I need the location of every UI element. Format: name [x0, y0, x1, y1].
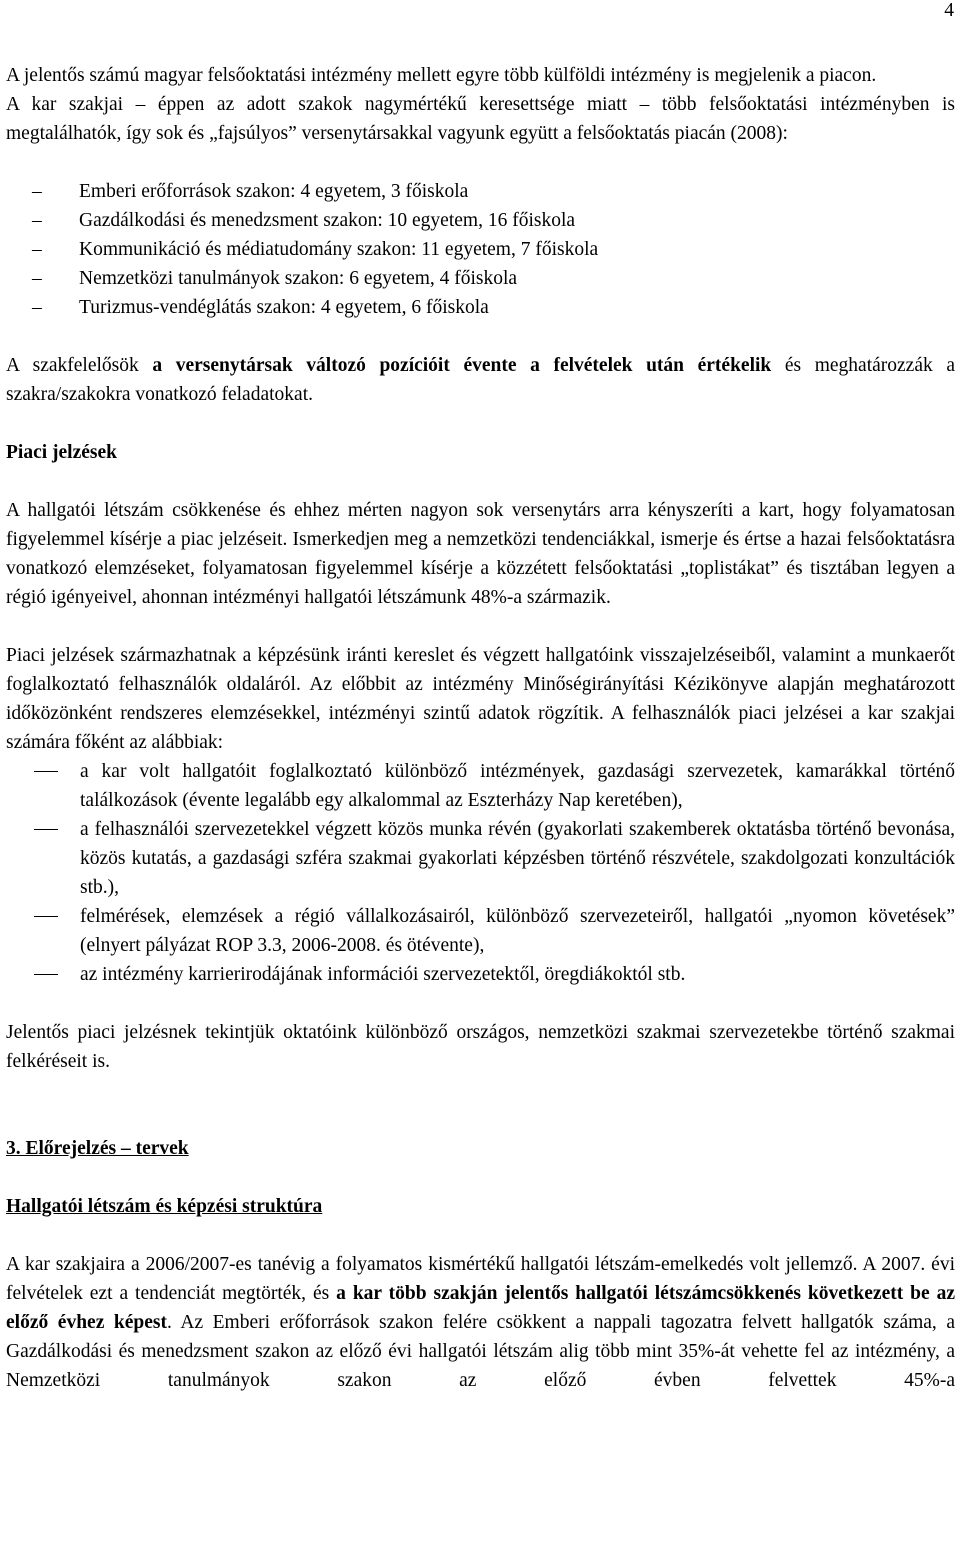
- evaluation-text-bold: a versenytársak változó pozícióit évente a felvételek után értékelik: [152, 355, 772, 376]
- intro-paragraph-2: A kar szakjai – éppen az adott szakok nagymértékű keresettsége miatt – több felsőoktatási intézményben is megtalálhatók, így sok és „fajsúlyos” versenytársakkal vagyunk együtt a felsőoktatás piacán (2008):: [6, 94, 955, 144]
- intro-paragraph-1: A jelentős számú magyar felsőoktatási intézmény mellett egyre több külföldi intézmény is megjelenik a piacon.: [6, 65, 877, 86]
- section-heading-forecast: 3. Előrejelzés – tervek: [6, 1138, 189, 1159]
- list-item: – a felhasználói szervezetekkel végzett közös munka révén (gyakorlati szakemberek oktatásba történő bevonása, közös kutatás, a gazdasági szféra szakmai gyakorlati képzésben történő részvétele, szakdolgozati konzultációk stb.),: [6, 815, 955, 902]
- list-item: – felmérések, elemzések a régió vállalkozásairól, különböző szervezeteiről, hallgatói „nyomon követések” (elnyert pályázat ROP 3.3, 2006-2008. és ötévente),: [6, 902, 955, 960]
- enrollment-text-bold: a kar több szakján jelentős hallgatói létszámcsökkenés következett be az előző évhez képest: [6, 1283, 955, 1333]
- market-signals-paragraph-3: Jelentős piaci jelzésnek tekintjük oktatóink különböző országos, nemzetközi szakmai szervezetekbe történő szakmai felkéréseit is.: [6, 1022, 955, 1072]
- market-signals-paragraph-1: A hallgatói létszám csökkenése és ehhez mérten nagyon sok versenytárs arra kényszeríti a kart, hogy folyamatosan figyelemmel kísérje a piac jelzéseit. Ismerkedjen meg a nemzetközi tendenciákkal, ismerje és értse a hazai felsőoktatásra vonatkozó elemzéseket, folyamatosan figyelemmel kísérje a közzétett felsőoktatási „toplistákat” és tisztában legyen a régió igényeivel, ahonnan intézményi hallgatói létszámunk 48%-a származik.: [6, 500, 955, 608]
- enrollment-text-pre: A kar szakjaira a 2006/2007-es tanévig a folyamatos kismértékű hallgatói létszám-emelkedés volt jellemző. A 2007. évi felvételek ezt a tendenciát megtörték, és: [6, 1254, 955, 1304]
- list-item: – Turizmus-vendéglátás szakon: 4 egyetem, 6 főiskola: [6, 293, 955, 322]
- list-item: – Emberi erőforrások szakon: 4 egyetem, 3 főiskola: [6, 177, 955, 206]
- list-item: – Nemzetközi tanulmányok szakon: 6 egyetem, 4 főiskola: [6, 264, 955, 293]
- evaluation-text-post: és meghatározzák a szakra/szakokra vonatkozó feladatokat.: [6, 355, 955, 405]
- market-signal-list: [6, 757, 955, 989]
- enrollment-text-post: . Az Emberi erőforrások szakon felére csökkent a nappali tagozatra felvett hallgatók száma, a Gazdálkodási és menedzsment szakon az előző évi hallgatói létszám alig több mint 35%-át vehette fel az intézmény, a Nemzetközi tanulmányok szakon az előző évben felvettek 45%-a: [6, 1312, 956, 1391]
- section-heading-market-signals: Piaci jelzések: [6, 442, 117, 463]
- evaluation-paragraph: [6, 351, 955, 409]
- page-number: 4: [944, 0, 954, 21]
- enrollment-paragraph: [6, 1250, 955, 1395]
- document-body: [6, 61, 955, 1395]
- market-signals-paragraph-2: Piaci jelzések származhatnak a képzésünk iránti kereslet és végzett hallgatóink visszajelzéseiből, valamint a munkaerőt foglalkoztató felhasználók oldaláról. Az előbbit az intézmény Minőségirányítási Kézikönyve alapján meghatározott időközönként rendszeres elemzésekkel, intézményi szintű adatok rögzítik. A felhasználók piaci jelzései a kar szakjai számára főként az alábbiak:: [6, 645, 955, 753]
- list-item: – a kar volt hallgatóit foglalkoztató különböző intézmények, gazdasági szervezetek, kamarákkal történő találkozások (évente legalább egy alkalommal az Eszterházy Nap keretében),: [6, 757, 955, 815]
- subheading-enrollment: Hallgatói létszám és képzési struktúra: [6, 1196, 323, 1217]
- list-item: – Kommunikáció és médiatudomány szakon: 11 egyetem, 7 főiskola: [6, 235, 955, 264]
- list-item: – az intézmény karrierirodájának információi szervezetektől, öregdiákoktól stb.: [6, 960, 955, 989]
- competitor-list: [6, 177, 955, 322]
- evaluation-text-pre: A szakfelelősök: [6, 355, 153, 376]
- list-item: – Gazdálkodási és menedzsment szakon: 10 egyetem, 16 főiskola: [6, 206, 955, 235]
